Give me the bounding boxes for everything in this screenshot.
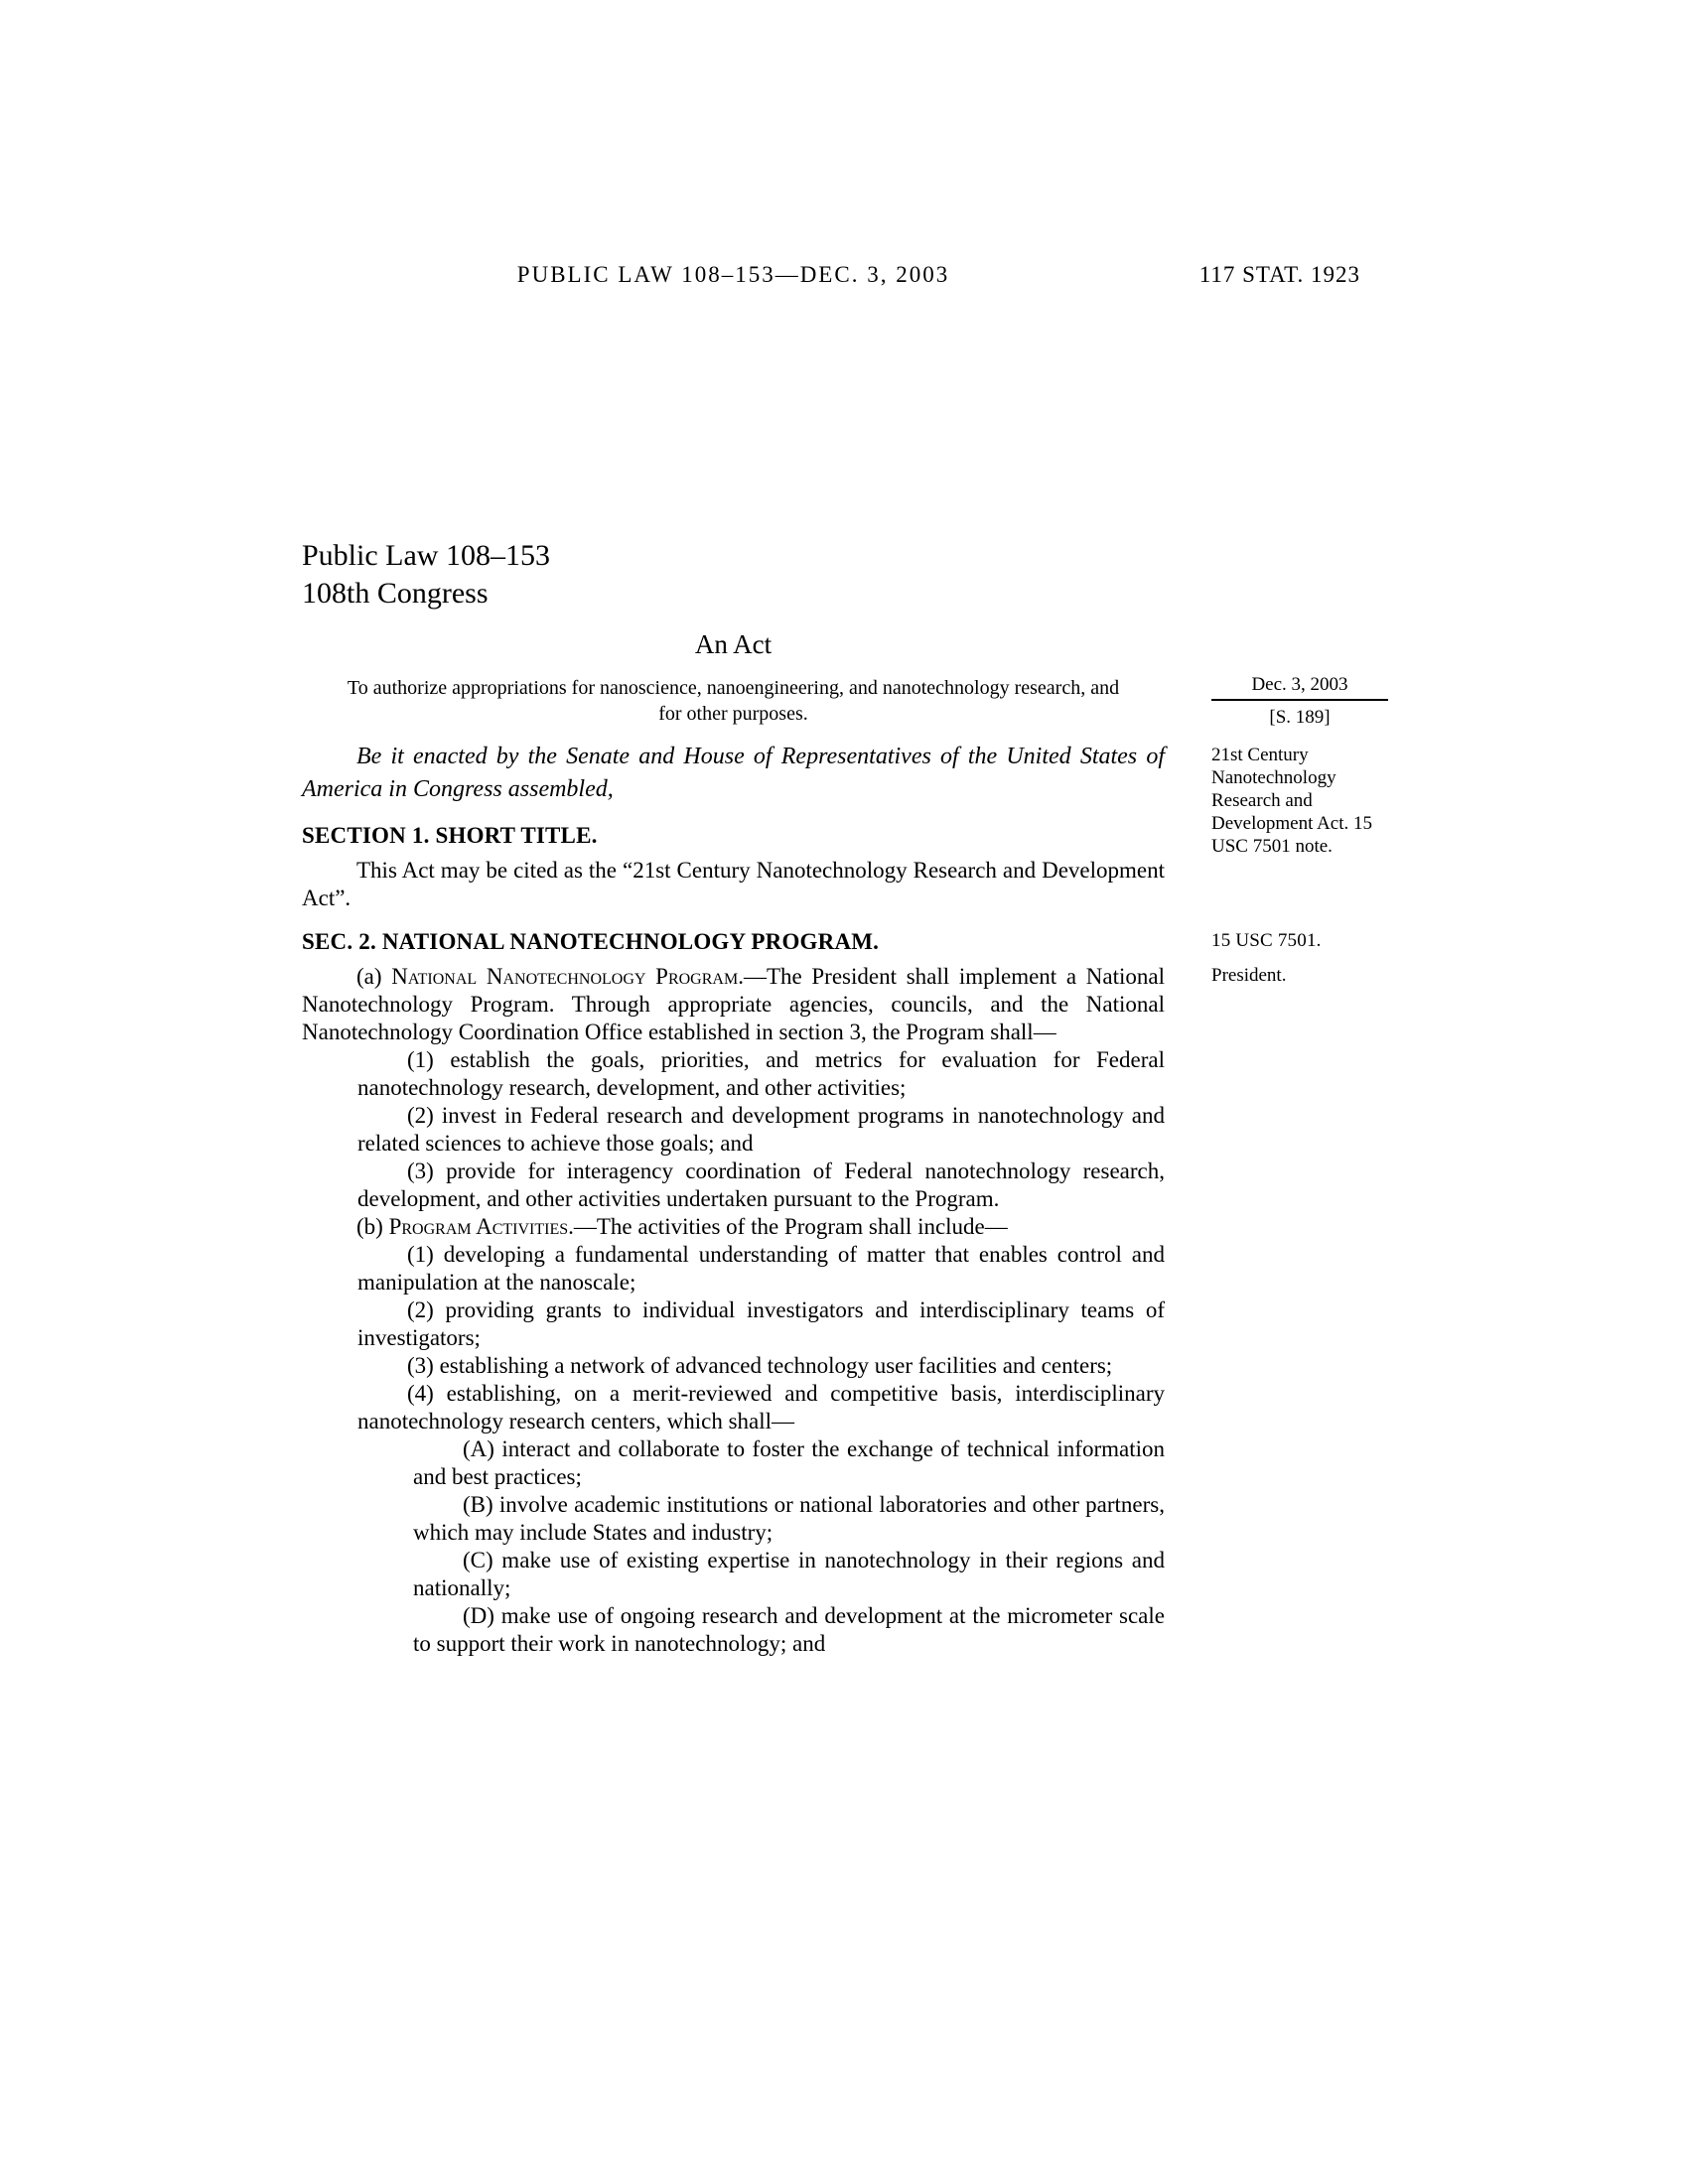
congress-number: 108th Congress [302,577,489,610]
subsection-b-label: (b) [356,1214,389,1239]
section-1-text: This Act may be cited as the “21st Century Nanotechnology Research and Development Act”. [302,858,1165,910]
clause-b1: (1) developing a fundamental understanding of matter that enables control and manipulation at the nanoscale; [357,1242,1165,1295]
clause-b2: (2) providing grants to individual investigators and interdisciplinary teams of investigators; [357,1297,1165,1350]
section-2a-paragraph [302,963,1287,1046]
subclause-b4A: (A) interact and collaborate to foster the exchange of technical information and best practices; [413,1436,1165,1489]
usc-citation-note: 15 USC 7501 note. [1211,813,1372,857]
bill-number: [S. 189] [1269,707,1331,728]
preamble-block [302,674,1348,728]
public-law-number: Public Law 108–153 [302,539,550,572]
subsection-a-label: (a) [356,964,392,989]
subsection-a-text: .—The President shall implement a National Nanotechnology Program. Through appropriate agencies, councils, and the National Nanotechnology Coordination Office established in section 3, the Program shall— [302,964,1165,1044]
clause-b4: (4) establishing, on a merit-reviewed and competitive basis, interdisciplinary nanotechnology research centers, which shall— [357,1381,1165,1433]
preamble-text: To authorize appropriations for nanoscience, nanoengineering, and nanotechnology research, and for other purposes. [347,677,1120,725]
subclause-b4C: (C) make use of existing expertise in nanotechnology in their regions and nationally; [413,1548,1165,1600]
subsection-a-catchline: National Nanotechnology Program [391,964,739,989]
running-header-law-citation: PUBLIC LAW 108–153—DEC. 3, 2003 [516,262,950,287]
section-2-heading-text: SEC. 2. NATIONAL NANOTECHNOLOGY PROGRAM. [302,929,880,954]
clause-b3: (3) establishing a network of advanced technology user facilities and centers; [407,1353,1113,1378]
margin-note-president: President. [1211,965,1287,986]
running-header [302,262,1360,288]
section-2-heading [302,928,1322,956]
statute-page-number: 117 STAT. 1923 [1198,262,1360,287]
subclause-b4B: (B) involve academic institutions or national laboratories and other partners, which may include States and industry; [413,1492,1165,1545]
enactment-date: Dec. 3, 2003 [1211,673,1388,701]
margin-note-usc: 15 USC 7501. [1211,930,1322,951]
act-short-title-note: 21st Century Nanotechnology Research and Development Act. [1211,745,1349,834]
subsection-b-text: .—The activities of the Program shall include— [568,1214,1008,1239]
an-act-heading: An Act [694,629,773,659]
subclause-b4D: (D) make use of ongoing research and development at the micrometer scale to support their work in nanotechnology; and [413,1603,1165,1656]
subsection-b-catchline: Program Activities [388,1214,569,1239]
margin-note-date [1211,673,1388,729]
section-1-heading: SECTION 1. SHORT TITLE. [302,823,598,848]
clause-a1: (1) establish the goals, priorities, and metrics for evaluation for Federal nanotechnology research, development, and other activities; [357,1047,1165,1100]
section-2b-paragraph [302,1213,1165,1241]
enacting-clause-text: Be it enacted by the Senate and House of Representatives of the United States of America in Congress assembled, [302,744,1165,802]
law-title-block [302,537,1165,613]
statute-body-column [302,537,1372,1658]
margin-note-act-name [1211,744,1388,858]
clause-a3: (3) provide for interagency coordination of Federal nanotechnology research, development, and other activities undertaken pursuant to the Program. [357,1159,1165,1211]
clause-a2: (2) invest in Federal research and development programs in nanotechnology and related sciences to achieve those goals; and [357,1103,1165,1156]
